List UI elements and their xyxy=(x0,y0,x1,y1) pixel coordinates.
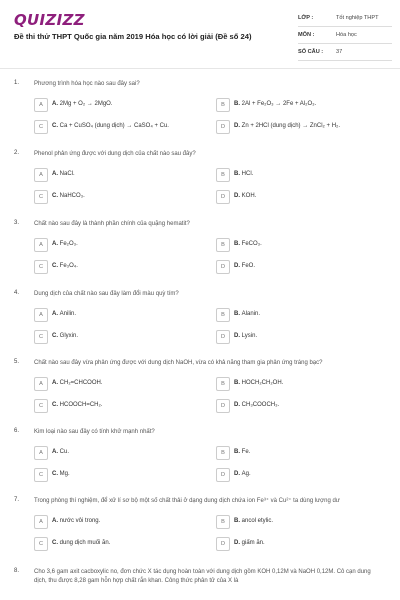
meta-row-count xyxy=(298,44,392,61)
option-a[interactable] xyxy=(34,238,202,252)
option-c[interactable] xyxy=(34,330,202,344)
option-letter: B xyxy=(216,377,230,391)
question-number: 2. xyxy=(14,150,20,156)
option-text: A. NaCl. xyxy=(52,171,75,177)
option-text: A. Anilin. xyxy=(52,311,77,317)
option-letter: B xyxy=(216,168,230,182)
option-b[interactable] xyxy=(216,98,384,112)
option-letter: D xyxy=(216,330,230,344)
option-text: B. HOCH₂CH₂OH. xyxy=(234,380,284,386)
option-text: D. Zn + 2HCl (dung dịch) → ZnCl₂ + H₂. xyxy=(234,123,341,129)
option-text: B. FeCO₃. xyxy=(234,241,262,247)
option-c[interactable] xyxy=(34,537,202,551)
option-d[interactable] xyxy=(216,537,384,551)
option-letter: D xyxy=(216,120,230,134)
option-letter: C xyxy=(34,120,48,134)
option-letter: A xyxy=(34,515,48,529)
option-letter: B xyxy=(216,238,230,252)
option-b[interactable] xyxy=(216,515,384,529)
header-divider xyxy=(0,68,400,69)
option-text: C. Ca + CuSO₄ (dung dịch) → CaSO₄ + Cu. xyxy=(52,123,169,129)
option-c[interactable] xyxy=(34,190,202,204)
option-text: C. Mg. xyxy=(52,471,70,477)
option-text: A. Fe₂O₃. xyxy=(52,241,78,247)
option-text: D. Lysin. xyxy=(234,333,258,339)
option-b[interactable] xyxy=(216,377,384,391)
option-text: B. 2Al + Fe₂O₃ → 2Fe + Al₂O₃. xyxy=(234,101,317,107)
option-text: D. giấm ăn. xyxy=(234,540,265,546)
option-letter: D xyxy=(216,399,230,413)
quizizz-logo: QUIZIZZ xyxy=(14,11,85,29)
option-text: B. ancol etylic. xyxy=(234,518,274,524)
option-letter: D xyxy=(216,537,230,551)
option-c[interactable] xyxy=(34,399,202,413)
option-text: C. Glyxin. xyxy=(52,333,79,339)
meta-row-subject xyxy=(298,27,392,44)
option-letter: C xyxy=(34,330,48,344)
option-text: A. CH₂=CHCOOH. xyxy=(52,380,103,386)
option-a[interactable] xyxy=(34,515,202,529)
option-text: D. FeO. xyxy=(234,263,256,269)
option-letter: B xyxy=(216,98,230,112)
option-a[interactable] xyxy=(34,446,202,460)
question-number: 5. xyxy=(14,359,20,365)
option-letter: C xyxy=(34,537,48,551)
meta-value: Hóa học xyxy=(336,32,357,38)
option-letter: A xyxy=(34,446,48,460)
option-b[interactable] xyxy=(216,168,384,182)
option-text: D. Ag. xyxy=(234,471,251,477)
option-d[interactable] xyxy=(216,190,384,204)
question-text: Trong phòng thí nghiệm, để xử lí sơ bộ một số chất thải ở dạng dung dịch chứa ion Fe³⁺ và Cu²⁺ ta dùng lượng dư xyxy=(34,498,340,504)
option-letter: D xyxy=(216,260,230,274)
meta-value: Tốt nghiệp THPT xyxy=(336,15,379,21)
question-text: Dung dịch của chất nào sau đây làm đổi màu quỳ tím? xyxy=(34,291,179,297)
option-a[interactable] xyxy=(34,168,202,182)
question-number: 6. xyxy=(14,428,20,434)
option-text: D. KOH. xyxy=(234,193,257,199)
question-number: 8. xyxy=(14,568,20,574)
option-letter: D xyxy=(216,190,230,204)
option-letter: A xyxy=(34,168,48,182)
option-text: C. Fe₃O₄. xyxy=(52,263,78,269)
option-a[interactable] xyxy=(34,377,202,391)
question-number: 3. xyxy=(14,220,20,226)
meta-row-class xyxy=(298,10,392,27)
meta-key: LỚP : xyxy=(298,15,314,21)
option-text: A. Cu. xyxy=(52,449,70,455)
option-b[interactable] xyxy=(216,238,384,252)
question-text: Kim loại nào sau đây có tính khử mạnh nhất? xyxy=(34,429,155,435)
option-text: C. NaHCO₃. xyxy=(52,193,85,199)
option-text: B. Alanin. xyxy=(234,311,261,317)
option-b[interactable] xyxy=(216,308,384,322)
option-d[interactable] xyxy=(216,399,384,413)
option-text: A. 2Mg + O₂ → 2MgO. xyxy=(52,101,113,107)
option-letter: A xyxy=(34,308,48,322)
option-text: D. CH₃COOCH₃. xyxy=(234,402,280,408)
option-text: C. dung dịch muối ăn. xyxy=(52,540,111,546)
option-d[interactable] xyxy=(216,120,384,134)
option-letter: B xyxy=(216,308,230,322)
option-letter: C xyxy=(34,190,48,204)
option-letter: A xyxy=(34,98,48,112)
question-text: Phenol phản ứng được với dung dịch của chất nào sau đây? xyxy=(34,151,196,157)
page-title: Đề thi thử THPT Quốc gia năm 2019 Hóa học có lời giải (Đề số 24) xyxy=(14,32,252,41)
question-number: 4. xyxy=(14,290,20,296)
option-a[interactable] xyxy=(34,308,202,322)
question-text: Chất nào sau đây vừa phản ứng được với dung dịch NaOH, vừa có khả năng tham gia phản ứng tráng bạc? xyxy=(34,360,323,366)
option-d[interactable] xyxy=(216,260,384,274)
option-letter: A xyxy=(34,238,48,252)
meta-value: 37 xyxy=(336,49,343,55)
question-text: Cho 3,6 gam axit cacboxylic no, đơn chức X tác dụng hoàn toàn với dung dịch gồm KOH 0,12M và NaOH 0,12M. Cô cạn dung dịch, thu được 8,28 gam hỗn hợp chất rắn khan. Công thức phân tử của X là xyxy=(34,569,371,584)
option-text: C. HCOOCH=CH₂. xyxy=(52,402,103,408)
option-letter: C xyxy=(34,399,48,413)
worksheet-header xyxy=(0,0,400,68)
option-text: A. nước vôi trong. xyxy=(52,518,101,524)
option-c[interactable] xyxy=(34,468,202,482)
meta-key: MÔN : xyxy=(298,32,315,38)
question-number: 7. xyxy=(14,497,20,503)
option-letter: D xyxy=(216,468,230,482)
meta-key: SỐ CÂU : xyxy=(298,49,324,55)
option-b[interactable] xyxy=(216,446,384,460)
option-d[interactable] xyxy=(216,468,384,482)
question-number: 1. xyxy=(14,80,20,86)
option-d[interactable] xyxy=(216,330,384,344)
option-c[interactable] xyxy=(34,120,202,134)
meta-table xyxy=(298,10,392,61)
option-letter: C xyxy=(34,260,48,274)
option-letter: A xyxy=(34,377,48,391)
option-letter: C xyxy=(34,468,48,482)
option-letter: B xyxy=(216,446,230,460)
option-text: B. Fe. xyxy=(234,449,251,455)
question-text: Phương trình hóa học nào sau đây sai? xyxy=(34,81,140,87)
question-text: Chất nào sau đây là thành phần chính của quặng hematit? xyxy=(34,221,190,227)
option-letter: B xyxy=(216,515,230,529)
option-c[interactable] xyxy=(34,260,202,274)
option-a[interactable] xyxy=(34,98,202,112)
option-text: B. HCl. xyxy=(234,171,254,177)
